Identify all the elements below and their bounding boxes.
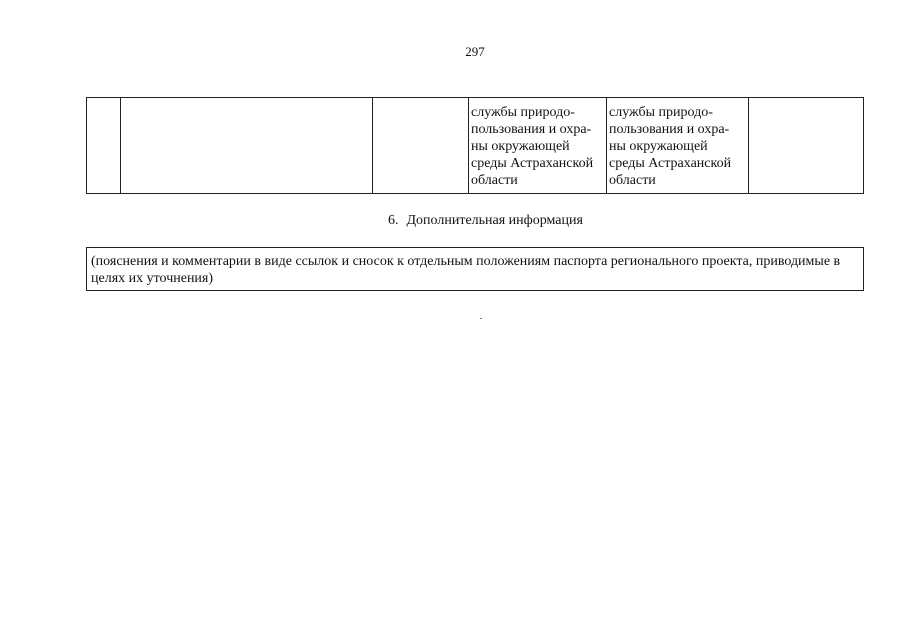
passport-table-fragment	[86, 97, 864, 194]
table-cell-responsible: службы природо- пользования и охра- ны окружающей среды Астраханской области	[469, 98, 607, 194]
section-number: 6.	[388, 213, 399, 228]
table-cell-name	[121, 98, 373, 194]
scan-speck	[480, 318, 482, 319]
section-heading	[388, 213, 583, 229]
additional-info-box: (пояснения и комментарии в виде ссылок и сносок к отдельным положениям паспорта регионального проекта, приводимые в целях их уточнения)	[86, 247, 864, 291]
table-cell-number	[87, 98, 121, 194]
section-title: Дополнительная информация	[406, 213, 583, 228]
table-cell-6	[749, 98, 864, 194]
table-cell-3	[373, 98, 469, 194]
table-row	[87, 98, 864, 194]
page-number: 297	[465, 44, 485, 59]
table-cell-responsible-2: службы природо- пользования и охра- ны окружающей среды Астраханской области	[607, 98, 749, 194]
